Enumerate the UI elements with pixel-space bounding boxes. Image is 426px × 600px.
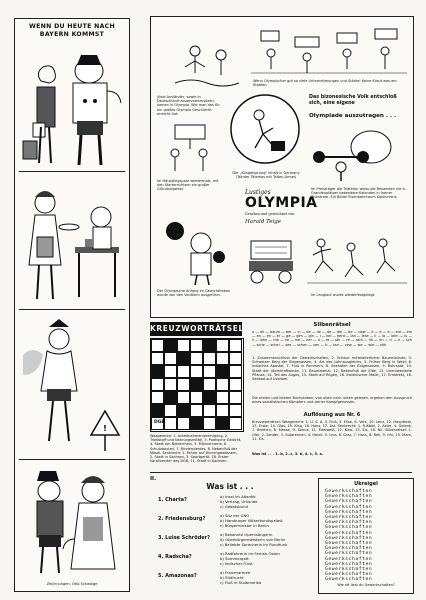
crossword-cell bbox=[216, 365, 229, 378]
crossword-grid bbox=[150, 338, 244, 432]
silben-body: 1. Zusammenschluss der Gewerkschaften, 2. Schwur mittelalterlicher Bauernbünde, 3. Schweizer Berg der Eidgenossen, 4. Art des Lohnausgleichs, 5. Früher Berg in Wald, 6. Indisches Apostel, 7. Fluß in Pommern, 8. Seehafen der Eidgenossen, 9. Ruhrsadt, 10. Stadt der Atomkraftwerke, 11. Baumaterial, 12. Nebenfluß der Elbe, 13. Unentwendete Pflanze, 14. Teil des Auges, 15. Stadt auf Rügen, 16. Italienischer Maler, 17. Erntefest, 18. Seebad auf Usedom. bbox=[252, 356, 412, 382]
crossword-cell bbox=[164, 417, 177, 430]
silben-syllables: a — ak — baum — ber — ci — de — de — de — del — do — dow — e — e — e — eid — ein — en — en — er — ge — gim — gin — i — kel — kerd — lan — lese — li — lo — lohn — lu — li — lohn — me — na — nal — ner — o — ra — pik — re — rant — rik — rin — ri — ri — sch — sche — schei — see — schen — sen — ti — tan — vew — we — wie — zäh bbox=[252, 330, 412, 347]
crossword-cell bbox=[216, 417, 229, 430]
wordgrid-row: Gewerkschaften bbox=[325, 572, 373, 578]
wordgrid-title: Ukreigel bbox=[354, 481, 378, 487]
cartoon-tourist-lederhosen bbox=[19, 41, 125, 169]
crossword-cell bbox=[229, 378, 242, 391]
crossword-cell bbox=[190, 417, 203, 430]
crossword-cell bbox=[190, 391, 203, 404]
olympia-caption-5: Der Olympische Anfang im Gewichtheben wurde von den Vorlälern ausgeführt. bbox=[157, 289, 231, 298]
silben-footer: Die ersten und letzten Buchstaben, von oben nach unten gelesen, ergeben den Ausspruch eines sozialistischen Kämpfers und seiner Kampfgenossen. bbox=[252, 396, 412, 405]
cartoon-langlauf bbox=[307, 227, 407, 289]
cartoon-sign-men bbox=[157, 119, 223, 177]
cartoon-boxers bbox=[157, 217, 237, 287]
left-heading-line1: WENN DU HEUTE NACH bbox=[29, 23, 115, 30]
cartoon-man-shorts-sign bbox=[19, 315, 125, 455]
quiz-question: 2. Friedensburg? bbox=[158, 516, 206, 522]
olympia-caption-4: Im Preisträger die Triathlon weiss die Reisenden nie a. Grandeuplätzer bekendere Kalenden in Inerrer Rhentrem. Ein Bilder Eisenbahnraum Konkurrenz. bbox=[311, 187, 406, 200]
crossword-cell bbox=[229, 352, 242, 365]
wordgrid-row: Gewerkschaften bbox=[325, 541, 373, 546]
crossword-cell bbox=[203, 339, 216, 352]
crossword-cell bbox=[216, 378, 229, 391]
olympia-title-author: Harald Teige bbox=[245, 219, 282, 225]
solution-title: Auflösung aus Nr. 6 bbox=[303, 412, 361, 418]
wordgrid-row: Gewerkschaften bbox=[325, 509, 373, 515]
crossword-cell bbox=[216, 339, 229, 352]
cartoon-cart bbox=[243, 231, 303, 287]
quiz-option: b) Südfrucht bbox=[220, 575, 244, 580]
quiz-option: c) Bürgermeister in Berlin bbox=[220, 523, 269, 528]
olympia-title-big: OLYMPIA bbox=[245, 195, 318, 211]
wordgrid-question: Wie oft liest du Gewerkschaften? bbox=[337, 583, 395, 587]
quiz-option: a) Frauenarmee bbox=[220, 570, 251, 575]
olympia-caption-3: Im Häuptlingspaar wiedermals, mit den Starterrichtern ein großer Gründungsfest. bbox=[157, 179, 219, 192]
crossword-cell bbox=[229, 365, 242, 378]
crossword-cell bbox=[151, 404, 164, 417]
crossword-cell bbox=[177, 352, 190, 365]
quiz-number: II. bbox=[150, 476, 157, 482]
quiz-option: b) Vertrag, Urkunde bbox=[220, 499, 258, 504]
wordgrid-row: Gewerkschaften bbox=[325, 561, 373, 567]
wordgrid-row: Gewerkschaften bbox=[325, 567, 373, 572]
quiz-option: c) Beliebte Sprecherin im Rundfunk bbox=[220, 542, 288, 547]
crossword-cell bbox=[229, 391, 242, 404]
wordgrid-row: Gewerkschaften bbox=[325, 494, 373, 500]
crossword-cell bbox=[177, 417, 190, 430]
crossword-cell bbox=[164, 378, 177, 391]
left-heading-line2: BAYERN KOMMST bbox=[39, 31, 105, 38]
quiz-option: b) Hamburger Völkerbundspalast bbox=[220, 518, 283, 523]
crossword-cell bbox=[203, 378, 216, 391]
crossword-cell bbox=[203, 391, 216, 404]
crossword-cell bbox=[203, 352, 216, 365]
quiz-question: 5. Amazonas? bbox=[158, 573, 197, 579]
crossword-cell bbox=[164, 339, 177, 352]
crossword-cell bbox=[229, 417, 242, 430]
quiz-section bbox=[150, 476, 310, 592]
lower-divider bbox=[150, 472, 412, 473]
cartoon-runners-signs bbox=[251, 23, 407, 77]
olympia-caption-6: Im Langlauf wurde wiederfestgelegt. bbox=[311, 293, 376, 297]
crossword-cell bbox=[203, 365, 216, 378]
olympia-headline-1: Das bizonesische Volk entschloß sich, eine eigene bbox=[309, 95, 397, 106]
crossword-cell bbox=[190, 339, 203, 352]
olympia-caption-1: Wenn Olympischer gut so viele Unternehmungen und Stärke! Keine Kraut was am Staafen. bbox=[253, 79, 397, 88]
wordgrid-row: Gewerkschaften bbox=[325, 525, 373, 531]
crossword-cell bbox=[216, 404, 229, 417]
crossword-cell bbox=[177, 365, 190, 378]
wordgrid-row: Gewerkschaften bbox=[325, 489, 373, 494]
quiz-option: c) Fluß in Südamerika bbox=[220, 580, 262, 585]
crossword-cell bbox=[203, 404, 216, 417]
crossword-cell bbox=[164, 365, 177, 378]
crossword-cell bbox=[229, 339, 242, 352]
quiz-option: c) Gebetsbund bbox=[220, 504, 248, 509]
crossword-cell bbox=[190, 352, 203, 365]
olympia-title-block bbox=[245, 189, 318, 229]
wordgrid-row: Gewerkschaften bbox=[325, 499, 373, 505]
crossword-cell bbox=[177, 404, 190, 417]
wordgrid-row: Gewerkschaften bbox=[325, 535, 373, 541]
crossword-clues: Waagerecht: 1. Arbeitnehmervereinigung, 2. Triebstoff und Nahrungsmittel, 3. Poetische Gedicht, 4. Stadt am Niederrhein, 5. Männername, 6. Schutzbauten, 7. Rinderpferdes, 8. Nebenfluß der Mosel. Senkrecht: 1. Fahrer auf Binnengewässern, 2. Stadt in Sachsen, 3. Sportgerät, 18. Erster Vorsitzender des DGB, 11. Stadt in Sachsen. bbox=[150, 434, 242, 464]
wordgrid-row: Gewerkschaften bbox=[325, 546, 373, 552]
crossword-cell bbox=[164, 391, 177, 404]
cartoon-hoop-jump bbox=[225, 89, 305, 169]
solution-text: Kreuzworträtsel: Waagerecht: 1. U. S. A. 3. Fluß, 5. Elise, 6. Vers, 10. Lenz, 12. Haupttext, 13. Erste, 14. Glas, 15. Kino, 16. Hans, 17. Ast. Senkrecht: 1. Fußball, 2. Aster, 4. Gelenk, 7. Bremen, 8. Messe, 9. Sonne, 11. Edelweiß, 12. Kino, 13. Eis, 18. Nil. Silbenrätsel: 1. Ufer, 2. Sender, 3. Autorennen, 4. Heine, 5. Lina, 6. Graz, 7. Hans, 8. Reh, 9. Ohr, 10. Marx, 11. Eis. bbox=[252, 420, 412, 441]
quiz-option: a) Insel im Atlantik bbox=[220, 494, 256, 499]
olympia-caption-2: Viele Ausländer, sowie in Deutschland zusammenzusitzen, kamen in Olympia. Wie man das für ein großes Olympia Geschlecht erreicht hat. bbox=[157, 95, 220, 116]
silben-section bbox=[252, 322, 412, 468]
wordgrid-row: Gewerkschaften bbox=[325, 577, 373, 583]
crossword-cell bbox=[151, 378, 164, 391]
quiz-question: 1. Charta? bbox=[158, 497, 187, 503]
wordgrid-row: Gewerkschaften bbox=[325, 520, 373, 526]
crossword-cell bbox=[190, 378, 203, 391]
quiz-option: a) Bekannte Opernsängerin bbox=[220, 532, 273, 537]
crossword-cell bbox=[190, 365, 203, 378]
left-divider-3 bbox=[19, 459, 125, 460]
wordgrid-row: Gewerkschaften bbox=[325, 504, 373, 510]
quiz-option: b) Sommergott bbox=[220, 556, 249, 561]
crossword-cell bbox=[177, 378, 190, 391]
cartoon-waitress-diner bbox=[19, 177, 125, 305]
olympia-title-small: Lustiges bbox=[245, 189, 271, 196]
wordgrid-row: Gewerkschaften bbox=[325, 556, 373, 562]
quiz-question: 3. Luise Schröder? bbox=[158, 535, 211, 541]
was-ist-solution: Was ist . . . 1. b, 2. c, 3. b, 4. c, 5. a. bbox=[252, 452, 324, 456]
left-cartoon-column bbox=[14, 18, 130, 592]
wordgrid-row: Gewerkschaften bbox=[325, 551, 373, 557]
cartoon-couple-tracht bbox=[19, 465, 125, 577]
cartoon-swimmers bbox=[171, 33, 241, 89]
crossword-cell bbox=[216, 352, 229, 365]
quiz-option: c) Indischer Fürst bbox=[220, 561, 253, 566]
left-divider-1 bbox=[19, 171, 125, 172]
crossword-cell bbox=[164, 404, 177, 417]
crossword-cell bbox=[151, 339, 164, 352]
cartoon-weightlifter bbox=[311, 123, 407, 183]
silben-title: Silbenrätsel bbox=[313, 322, 351, 328]
crossword-cell bbox=[151, 365, 164, 378]
crossword-cell bbox=[164, 352, 177, 365]
olympia-panel bbox=[150, 16, 414, 318]
crossword-title: KREUZWORTRÄTSEL bbox=[150, 322, 242, 336]
quiz-option: a) Radfahrerin im Fernen Osten bbox=[220, 551, 280, 556]
olympia-headline-2: Olympiade auszutragen . . . bbox=[309, 113, 397, 119]
crossword-section bbox=[150, 322, 244, 464]
quiz-title: Was ist . . . bbox=[206, 482, 254, 491]
crossword-cell bbox=[151, 391, 164, 404]
olympia-title-sub: Gesehen und gezeichnet von bbox=[245, 212, 295, 216]
crossword-cell bbox=[229, 404, 242, 417]
quiz-option: a) Sitz der UNO bbox=[220, 513, 250, 518]
wordgrid-row: Gewerkschaften bbox=[325, 530, 373, 536]
left-divider-2 bbox=[19, 309, 125, 310]
crossword-cell bbox=[190, 404, 203, 417]
wordgrid-row: Gewerkschaften bbox=[325, 515, 373, 520]
crossword-cell bbox=[151, 352, 164, 365]
crossword-cell bbox=[177, 339, 190, 352]
crossword-cell bbox=[177, 391, 190, 404]
quiz-option: b) Oberbürgermeisterin von Berlin bbox=[220, 537, 286, 542]
crossword-cell bbox=[203, 417, 216, 430]
crossword-cell bbox=[216, 391, 229, 404]
olympia-balloon-label: Der „Klingelsprung" Inhalt in Germany (Tsinder Tätsmas mit Taiten-Ärmel) bbox=[232, 171, 300, 180]
left-credit: Zeichnungen: Otto Schwalge bbox=[46, 582, 98, 586]
crossword-dgb-label: DGB bbox=[154, 420, 165, 425]
quiz-question: 4. Radscha? bbox=[158, 554, 192, 560]
wordgrid-section bbox=[318, 478, 414, 594]
svg-text:!: ! bbox=[103, 424, 107, 433]
